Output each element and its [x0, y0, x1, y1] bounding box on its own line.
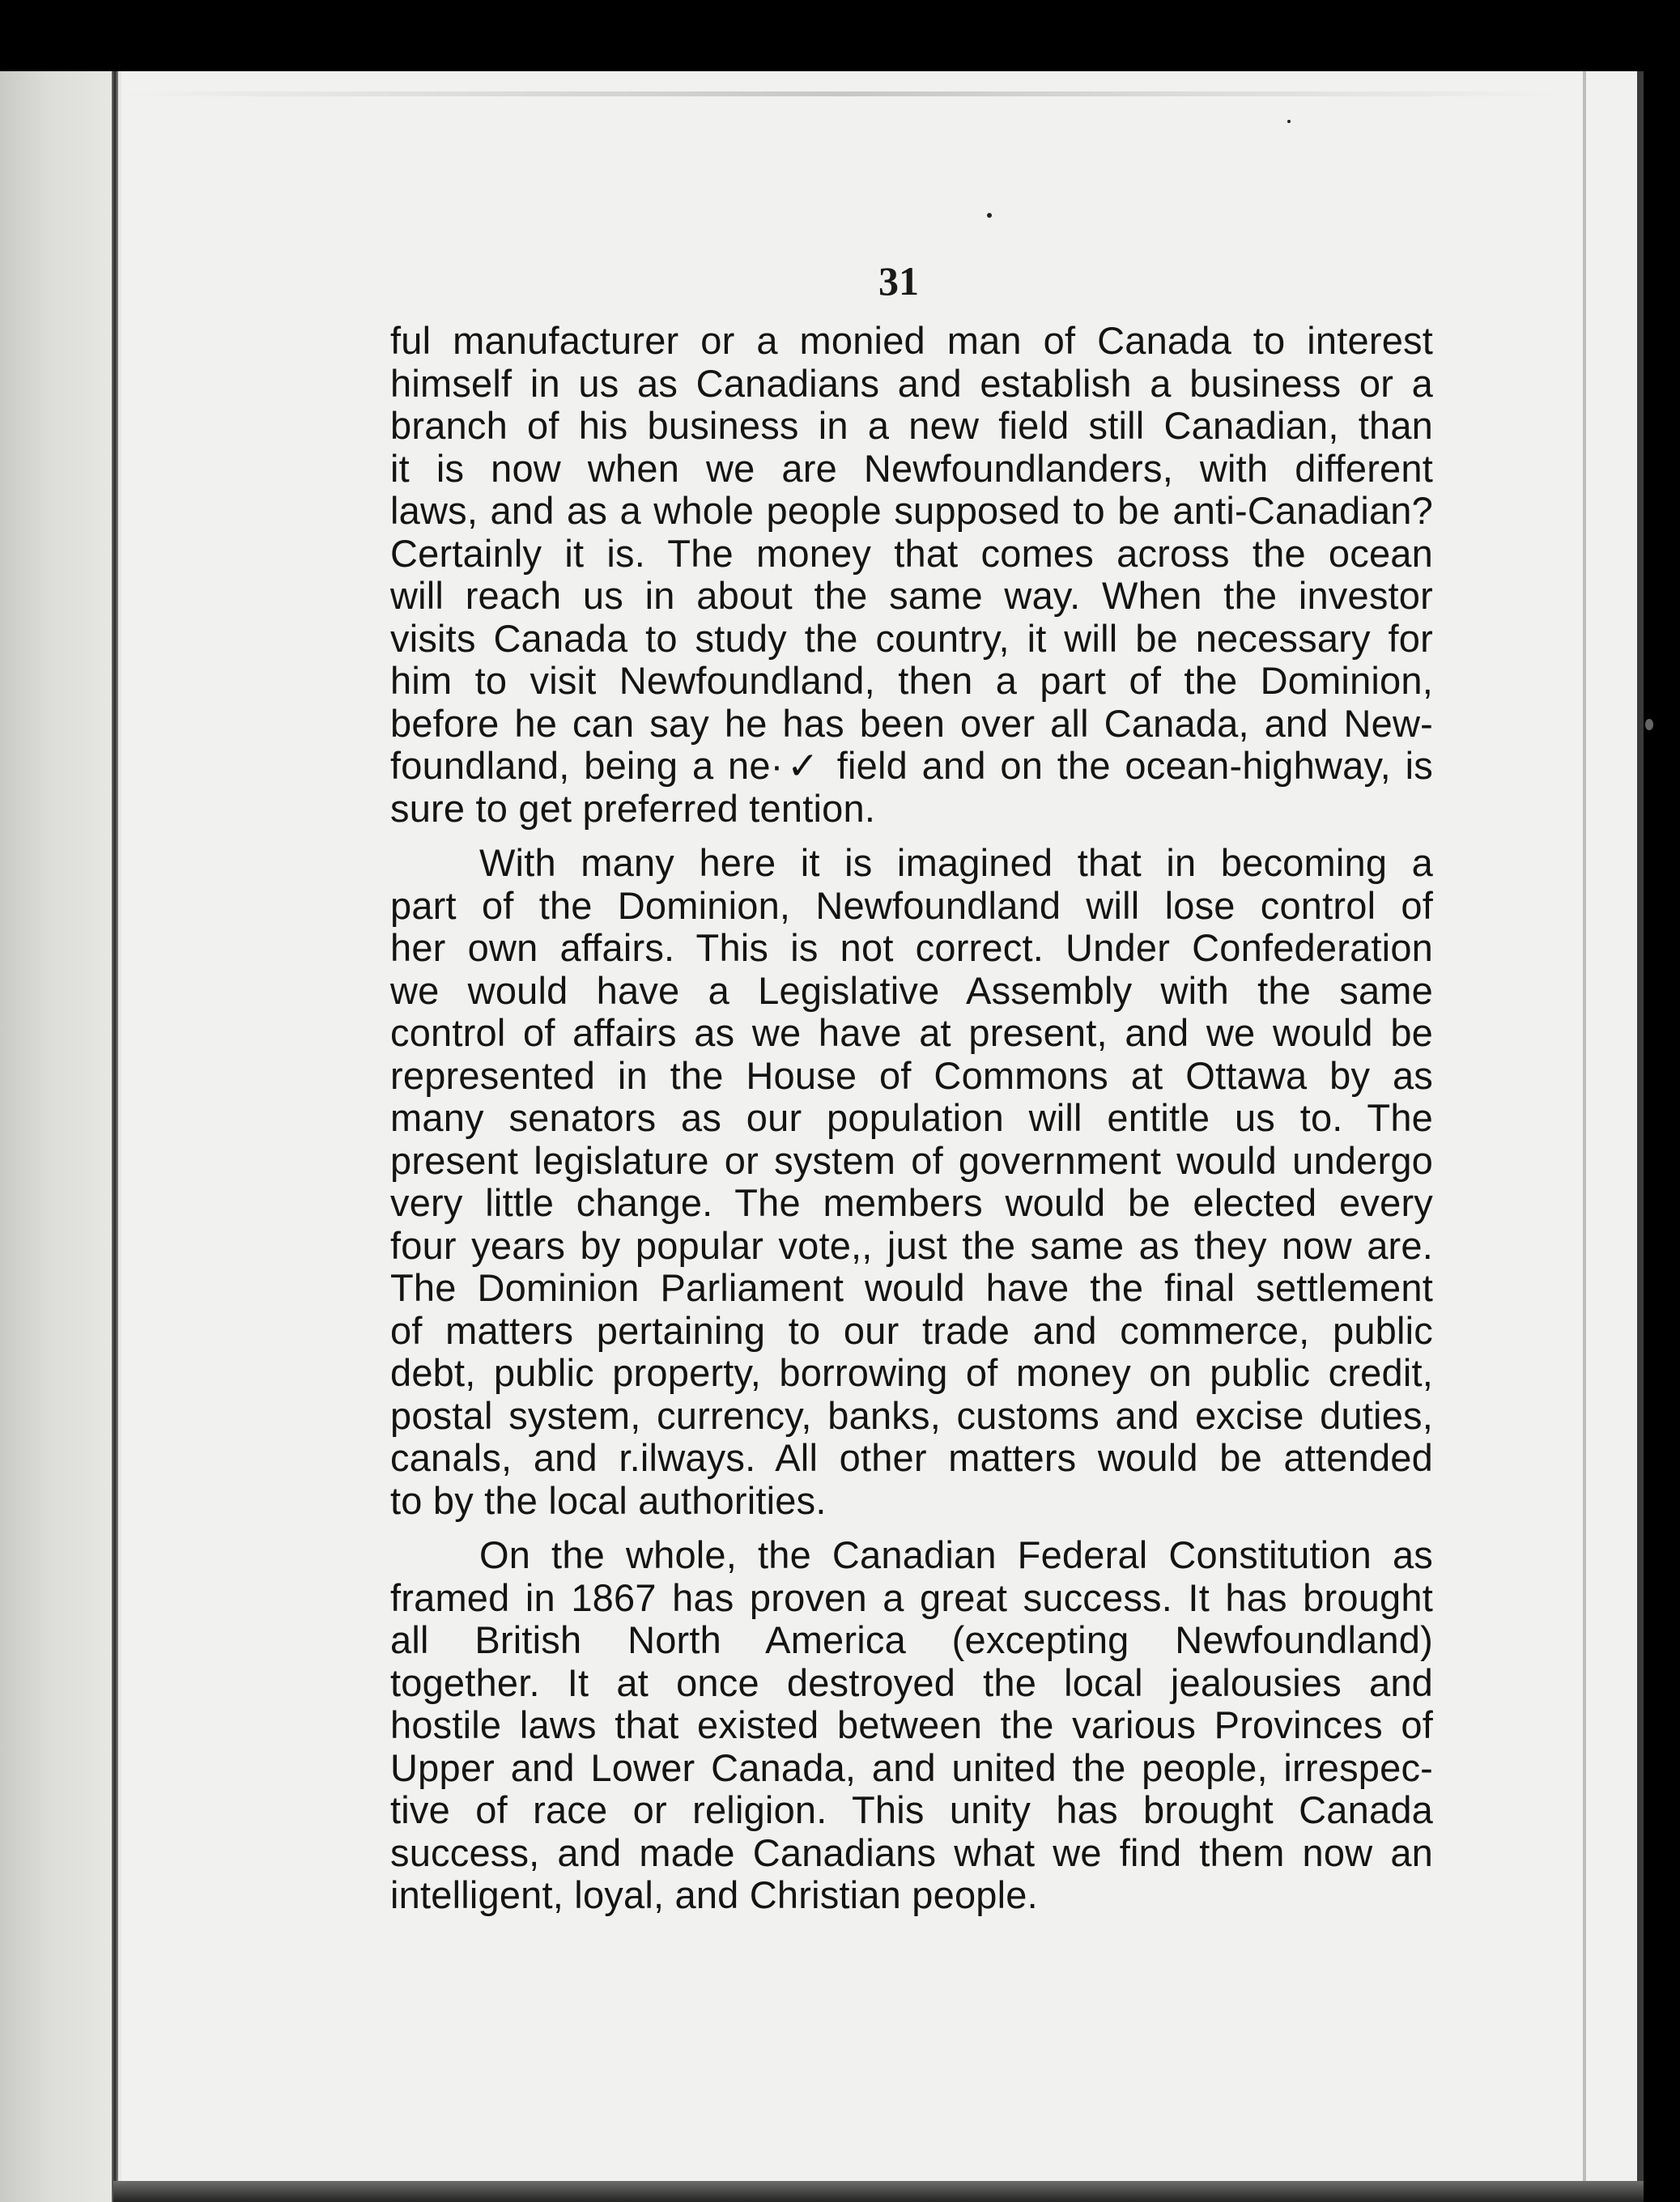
body-text [390, 320, 1433, 1929]
text-line: framed in 1867 has proven a great success. It has brought [390, 1575, 1433, 1619]
text-line: of matters pertaining to our trade and commerce, public [390, 1308, 1433, 1352]
text-line: himself in us as Canadians and establish a business or a [390, 361, 1433, 405]
text-line: visits Canada to study the country, it will be necessary for [390, 616, 1433, 660]
text-line: foundland, being a ne·✓ field and on the ocean-highway, is [390, 744, 1433, 787]
text-line: very little change. The members would be elected every [390, 1181, 1433, 1224]
page-number: 31 [878, 258, 919, 304]
right-black-margin [1644, 71, 1680, 2202]
text-line: will reach us in about the same way. When the investor [390, 574, 1433, 617]
text-line: intelligent, loyal, and Christian people. [390, 1873, 1038, 1916]
text-line: canals, and r.ilways. All other matters would be attended [390, 1436, 1433, 1479]
text-line: With many here it is imagined that in becoming a [479, 841, 1433, 884]
text-line: him to visit Newfoundland, then a part of the Dominion, [390, 659, 1433, 702]
text-line: branch of his business in a new field still Canadian, than [390, 404, 1433, 447]
text-line: The Dominion Parliament would have the final settlement [390, 1266, 1433, 1309]
paragraph [390, 320, 1433, 830]
bottom-page-edge [113, 2181, 1644, 2202]
scan-smudge [121, 91, 1563, 96]
text-line: many senators as our population will entitle us to. The [390, 1096, 1433, 1139]
text-line: to by the local authorities. [390, 1478, 827, 1522]
left-gutter [0, 71, 121, 2202]
ink-speck [1645, 719, 1653, 730]
ink-speck [987, 213, 992, 218]
text-line: debt, public property, borrowing of money on public credit, [390, 1351, 1433, 1394]
paragraph [390, 1534, 1433, 1917]
text-line: present legislature or system of government would undergo [390, 1138, 1433, 1182]
right-page-edge [1583, 71, 1586, 2202]
binding-edge [112, 71, 118, 2202]
text-line: Upper and Lower Canada, and united the people, irrespec- [390, 1745, 1433, 1789]
text-line: her own affairs. This is not correct. Under Confederation [390, 926, 1433, 969]
text-line: we would have a Legislative Assembly with the same [390, 968, 1433, 1012]
text-line: control of affairs as we have at present, and we would be [390, 1011, 1433, 1054]
text-line: all British North America (excepting Newfoundland) [390, 1618, 1433, 1661]
text-line: before he can say he has been over all Canada, and New- [390, 701, 1433, 745]
text-line: laws, and as a whole people supposed to be anti-Canadian? [390, 489, 1433, 532]
paragraph [390, 842, 1433, 1522]
text-line: success, and made Canadians what we find them now an [390, 1830, 1433, 1874]
text-line: together. It at once destroyed the local jealousies and [390, 1660, 1433, 1704]
text-line: represented in the House of Commons at Ottawa by as [390, 1053, 1433, 1097]
text-line: it is now when we are Newfoundlanders, with different [390, 446, 1433, 490]
text-line: Certainly it is. The money that comes across the ocean [390, 531, 1433, 575]
text-line: On the whole, the Canadian Federal Constitution as [479, 1533, 1433, 1576]
text-line: hostile laws that existed between the various Provinces of [390, 1703, 1433, 1746]
ink-speck [1287, 120, 1291, 123]
text-line: sure to get preferred tention. [390, 786, 876, 830]
text-line: postal system, currency, banks, customs and excise duties, [390, 1393, 1433, 1437]
text-line: part of the Dominion, Newfoundland will lose control of [390, 883, 1433, 927]
text-line: four years by popular vote,, just the same as they now are. [390, 1223, 1433, 1267]
right-border [1637, 71, 1644, 2202]
text-line: tive of race or religion. This unity has brought Canada [390, 1788, 1433, 1831]
text-line: ful manufacturer or a monied man of Canada to interest [390, 319, 1433, 362]
